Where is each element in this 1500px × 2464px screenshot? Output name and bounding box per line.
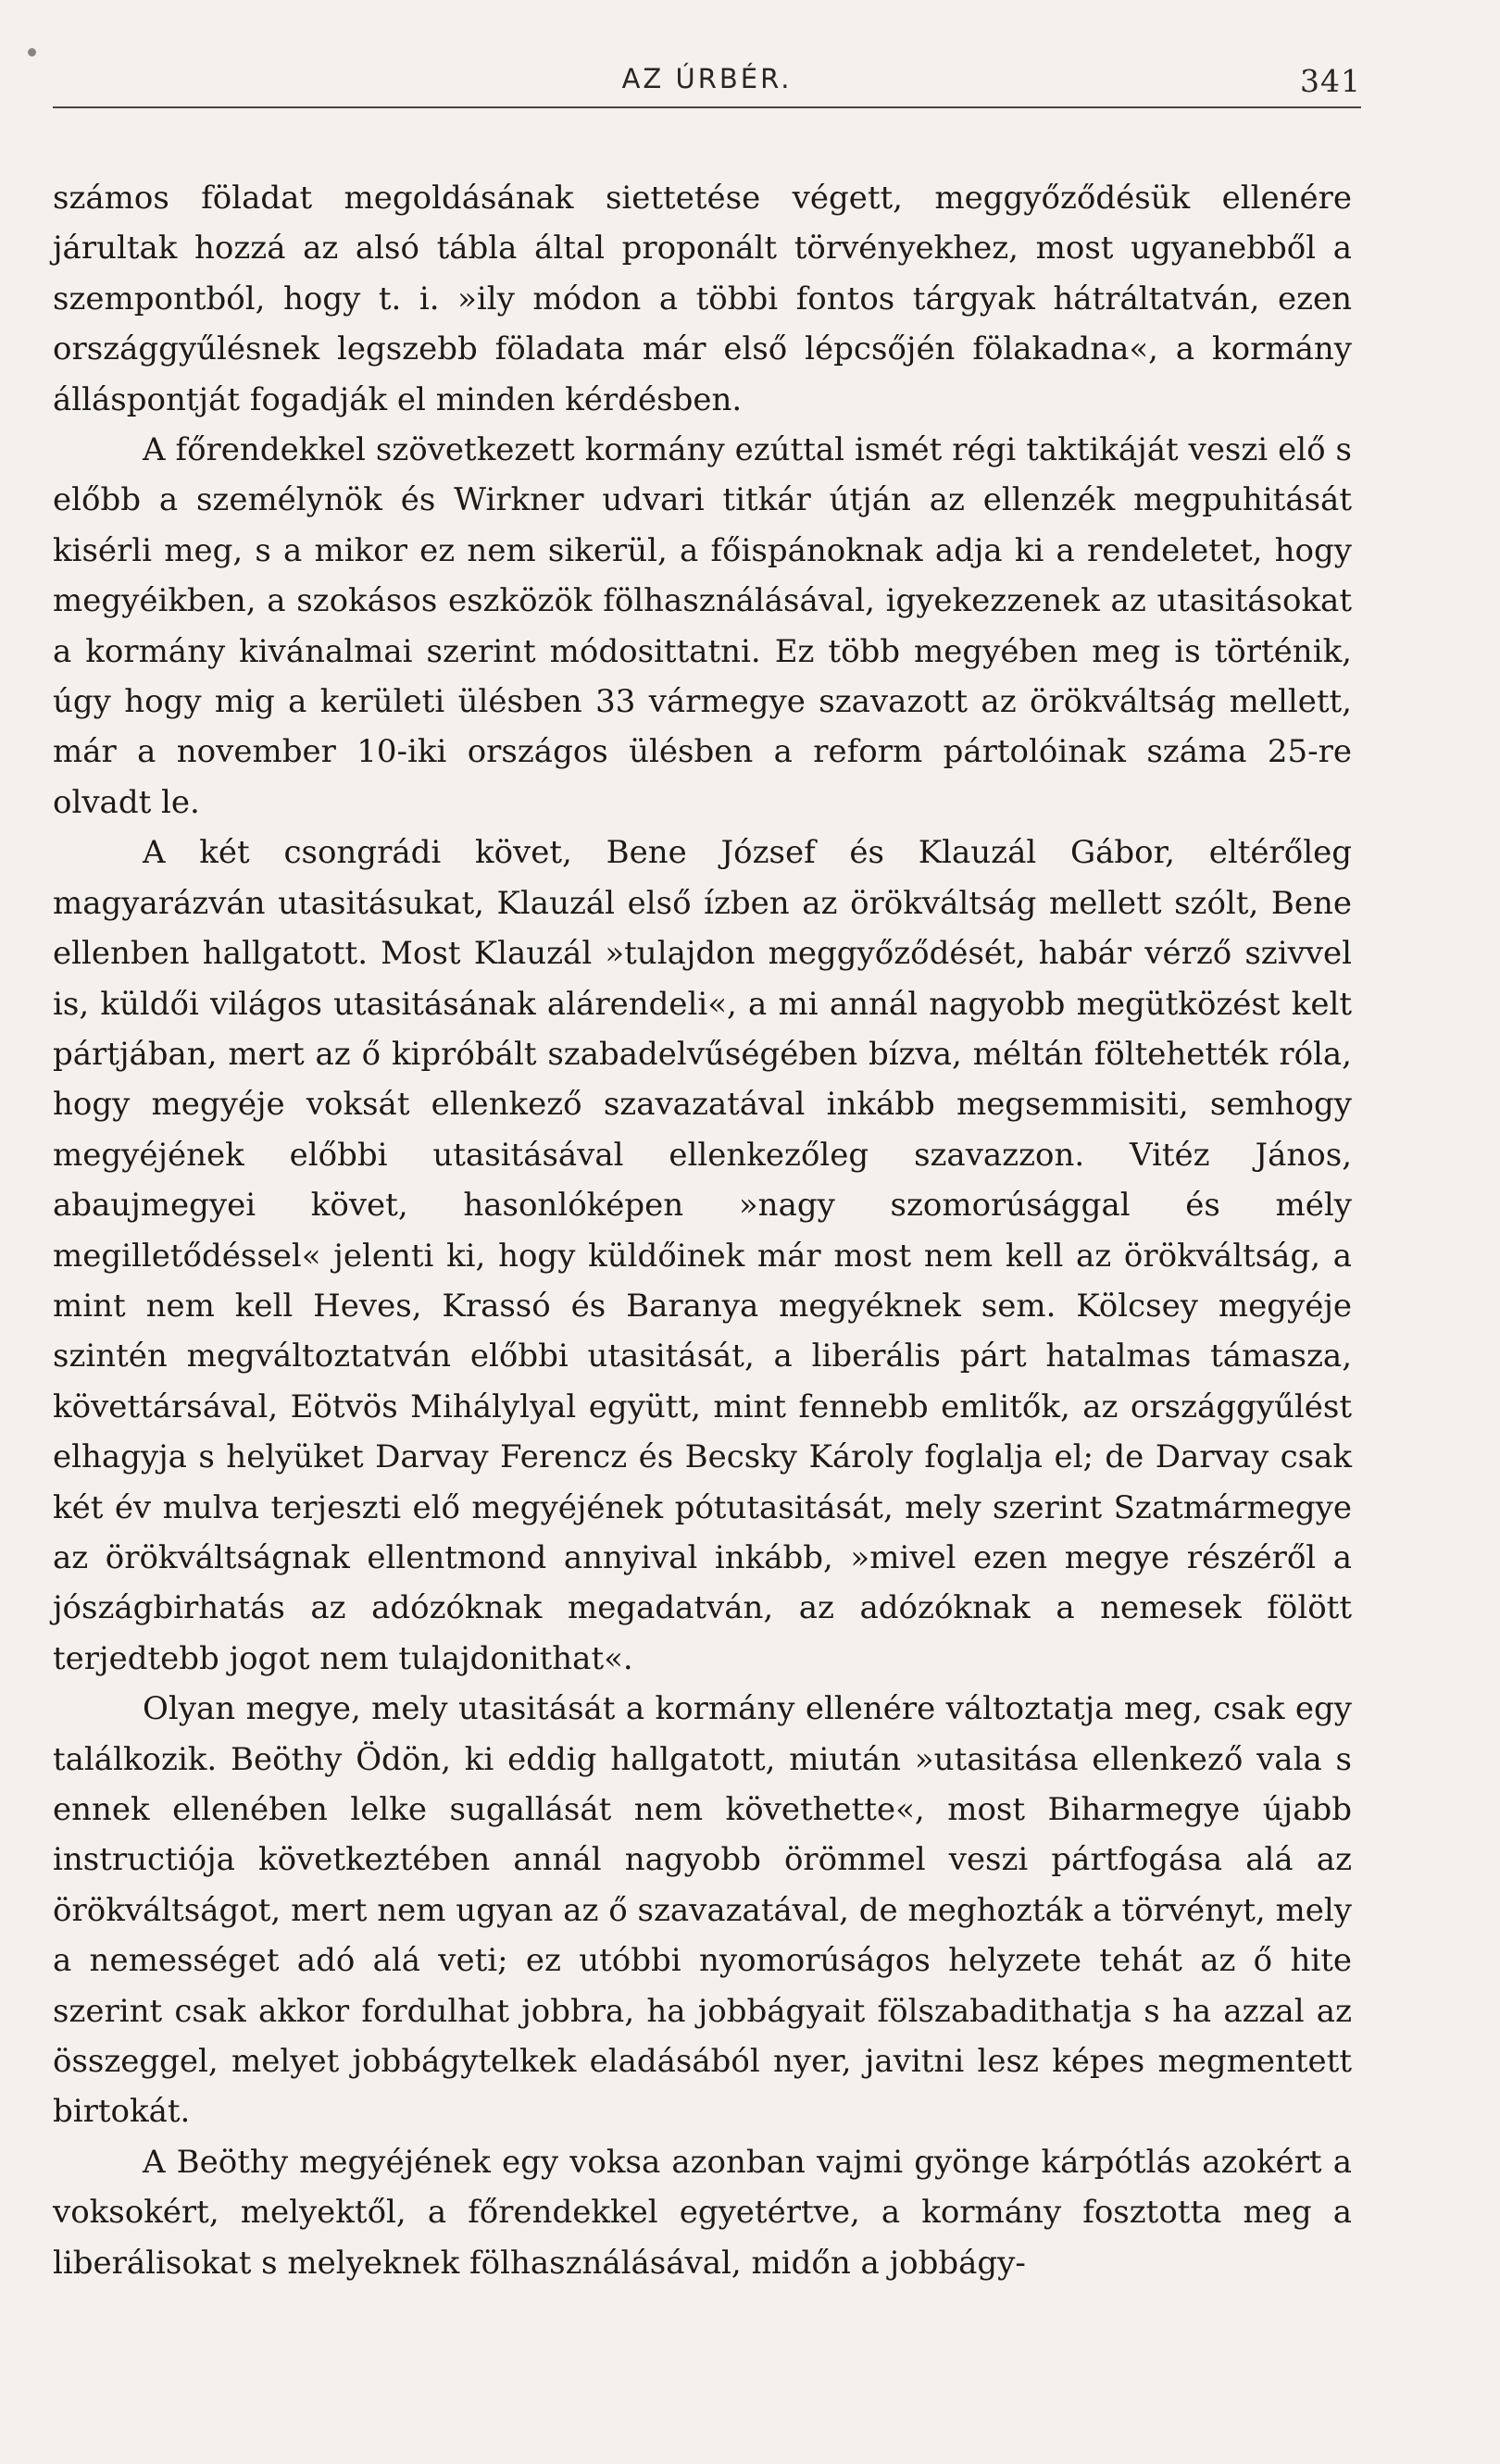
header-rule — [53, 106, 1361, 108]
body-text — [53, 173, 1352, 2288]
page-number: 341 — [1300, 63, 1361, 99]
paragraph: A két csongrádi követ, Bene József és Klauzál Gábor, eltérőleg magyarázván utasitásukat, Klauzál első ízben az örökváltság mellett szólt, Bene ellenben hallgatott. Most Klauzál »tulajdon meggyőződését, habár vérző szivvel is, küldői világos utasitásának alárendeli«, a mi annál nagyobb megütközést kelt pártjában, mert az ő kipróbált szabadelvűségében bízva, méltán föltehették róla, hogy megyéje voksát ellenkező szavazatával inkább megsemmisiti, semhogy megyéjének előbbi utasitásával ellenkezőleg szavazzon. Vitéz János, abaujmegyei követ, hasonlóképen »nagy szomorúsággal és mély megilletődéssel« jelenti ki, hogy küldőinek már most nem kell az örökváltság, a mint nem kell Heves, Krassó és Baranya megyéknek sem. Kölcsey megyéje szintén megváltoztatván előbbi utasitását, a liberális párt hatalmas támasza, követtársával, Eötvös Mihálylyal együtt, mint fennebb emlitők, az országgyűlést elhagyja s helyüket Darvay Ferencz és Becsky Károly foglalja el; de Darvay csak két év mulva terjeszti elő megyéjének pótutasitását, mely szerint Szatmármegye az örökváltságnak ellentmond annyival inkább, »mivel ezen megye részéről a jószágbirhatás az adózóknak megadatván, az adózóknak a nemesek fölött terjedtebb jogot nem tulajdonithat«. — [53, 834, 1352, 1677]
running-header — [53, 63, 1361, 104]
running-title: AZ ÚRBÉR. — [621, 63, 793, 94]
paragraph: A Beöthy megyéjének egy voksa azonban vajmi gyönge kárpótlás azokért a voksokért, melyektől, a főrendekkel egyetértve, a kormány fosztotta meg a liberálisokat s melyeknek fölhasználásával, midőn a jobbágy- — [53, 2143, 1352, 2282]
paragraph-continuation: számos föladat megoldásának siettetése végett, meggyőződésük ellenére járultak hozzá az alsó tábla által proponált törvényekhez, most ugyanebből a szempontból, hogy t. i. »ily módon a többi fontos tárgyak hátráltatván, ezen országgyűlésnek legszebb föladata már első lépcsőjén fölakadna«, a kormány álláspontját fogadják el minden kérdésben. — [53, 180, 1352, 418]
paragraph: Olyan megye, mely utasitását a kormány ellenére változtatja meg, csak egy találkozik. Beöthy Ödön, ki eddig hallgatott, miután »utasitása ellenkező vala s ennek ellenében lelke sugallását nem követhette«, most Biharmegye újabb instructiója következtében annál nagyobb örömmel veszi pártfogása alá az örökváltságot, mert nem ugyan az ő szavazatával, de meghozták a törvényt, mely a nemességet adó alá veti; ez utóbbi nyomorúságos helyzete tehát az ő hite szerint csak akkor fordulhat jobbra, ha jobbágyait fölszabadithatja s ha azzal az összeggel, melyet jobbágytelkek eladásából nyer, javitni lesz képes megmentett birtokát. — [53, 1690, 1352, 2131]
ink-speck — [28, 48, 36, 56]
paragraph: A főrendekkel szövetkezett kormány ezúttal ismét régi taktikáját veszi elő s előbb a személynök és Wirkner udvari titkár útján az ellenzék megpuhitását kisérli meg, s a mikor ez nem sikerül, a főispánoknak adja ki a rendeletet, hogy megyéikben, a szokásos eszközök fölhasználásával, igyekezzenek az utasitásokat a kormány kivánalmai szerint módosittatni. Ez több megyében meg is történik, úgy hogy mig a kerületi ülésben 33 vármegye szavazott az örökváltság mellett, már a november 10-iki országos ülésben a reform pártolóinak száma 25-re olvadt le. — [53, 431, 1352, 821]
